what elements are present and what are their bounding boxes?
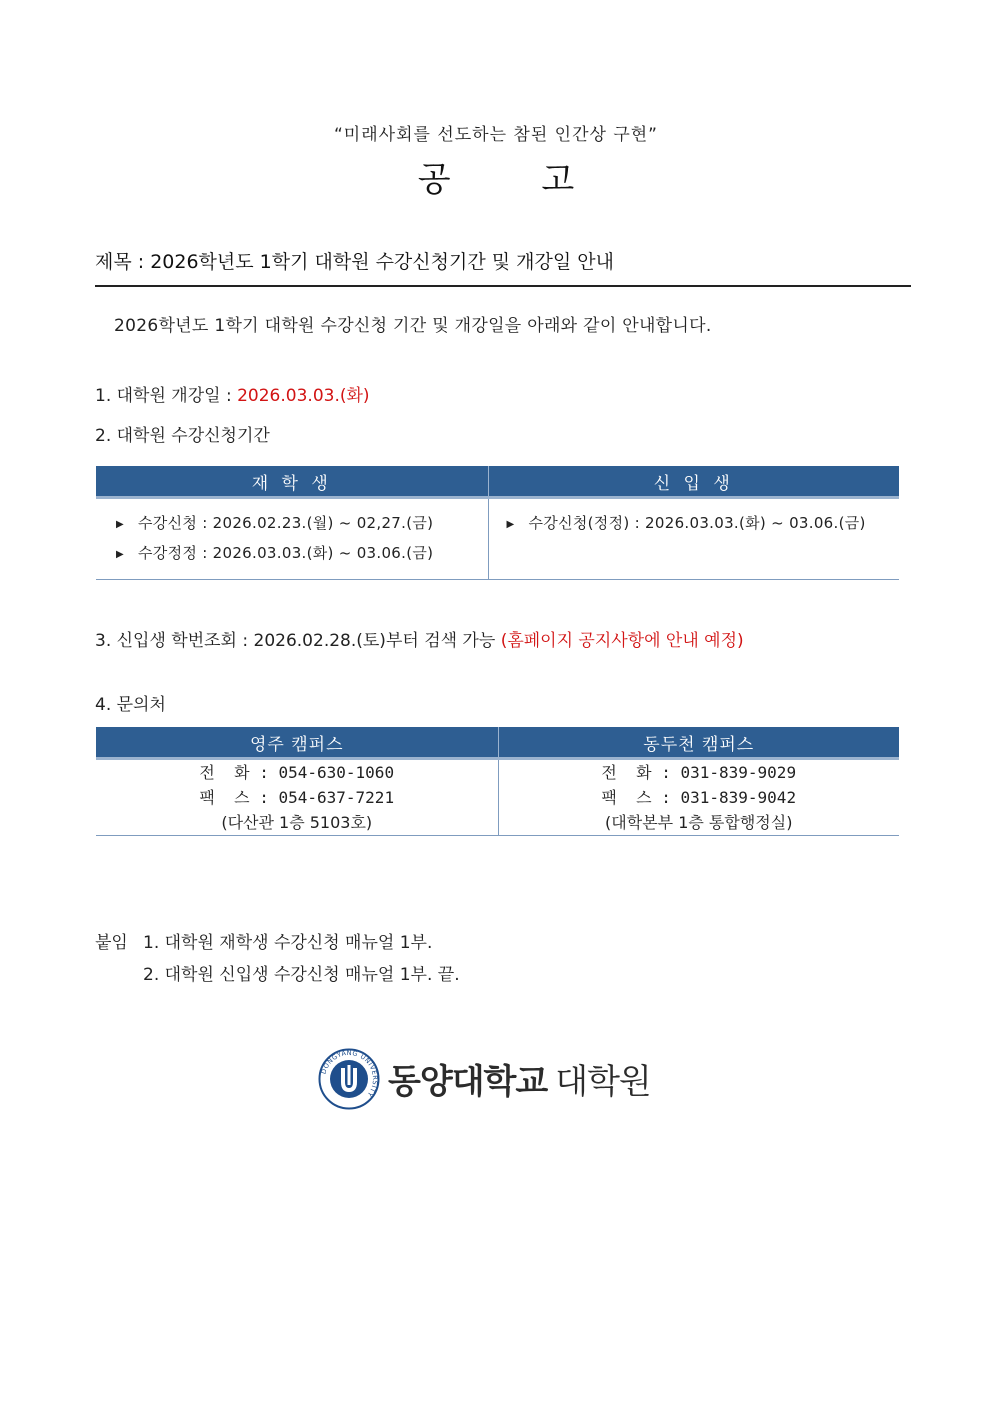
- list-item: ▶ 수강신청 : 2026.02.23.(월) ~ 02,27.(금): [116, 509, 488, 539]
- attachment-item: 1. 대학원 재학생 수강신청 매뉴얼 1부.: [143, 933, 433, 953]
- dongducheon-location: (대학본부 1층 통합행정실): [605, 813, 793, 832]
- item-opening-date-value: 2026.03.03.(화): [237, 386, 370, 406]
- attachment-row: [95, 928, 460, 960]
- contact-header-dongducheon: 동두천 캠퍼스: [498, 727, 899, 759]
- university-logo: [318, 1048, 678, 1110]
- bullet-triangle-icon: ▶: [116, 519, 124, 530]
- schedule-header-new: 신 입 생: [488, 466, 899, 498]
- dongducheon-phone: 전 화 : 031-839-9029: [601, 763, 797, 782]
- yeongju-fax: 팩 스 : 054-637-7221: [199, 788, 395, 807]
- intro-paragraph: 2026학년도 1학기 대학원 수강신청 기간 및 개강일을 아래와 같이 안내합니다.: [114, 316, 712, 336]
- item-student-id-lookup: [95, 626, 744, 651]
- yeongju-location: (다산관 1층 5103호): [221, 813, 373, 832]
- contact-cell-yeongju: [96, 759, 498, 836]
- list-item: ▶ 수강신청(정정) : 2026.03.03.(화) ~ 03.06.(금): [507, 509, 900, 539]
- item-opening-date-label: 1. 대학원 개강일 :: [95, 386, 238, 406]
- university-emblem-icon: [318, 1048, 380, 1110]
- item-student-id-note: (홈페이지 공지사항에 안내 예정): [500, 631, 744, 651]
- contact-header-yeongju: 영주 캠퍼스: [96, 727, 498, 759]
- attachment-prefix: 붙임: [95, 933, 128, 953]
- subject-divider: [95, 285, 911, 287]
- schedule-cell-current: [96, 498, 488, 580]
- list-item: ▶ 수강정정 : 2026.03.03.(화) ~ 03.06.(금): [116, 539, 488, 569]
- bullet-triangle-icon: ▶: [116, 549, 124, 560]
- schedule-cell-new: [488, 498, 899, 580]
- item-opening-date: [95, 381, 370, 406]
- contact-cell-dongducheon: [498, 759, 899, 836]
- contact-table: [96, 727, 899, 836]
- dongducheon-fax: 팩 스 : 031-839-9042: [601, 788, 797, 807]
- motto: “미래사회를 선도하는 참된 인간상 구현”: [334, 125, 658, 145]
- logo-name: 동양대학교: [388, 1062, 548, 1102]
- bullet-triangle-icon: ▶: [506, 519, 515, 530]
- schedule-header-current: 재 학 생: [96, 466, 488, 498]
- yeongju-phone: 전 화 : 054-630-1060: [199, 763, 395, 782]
- attachments: [95, 928, 460, 992]
- logo-wordmark: [388, 1054, 651, 1103]
- attachment-row: [95, 960, 460, 992]
- notice-title: 공 고: [417, 160, 615, 200]
- attachment-item: 2. 대학원 신입생 수강신청 매뉴얼 1부. 끝.: [143, 965, 460, 985]
- subject-line: 제목 : 2026학년도 1학기 대학원 수강신청기간 및 개강일 안내: [95, 251, 614, 273]
- svg-text:DONGYANG UNIVERSITY: DONGYANG UNIVERSITY: [319, 1048, 380, 1099]
- item-registration-period: 2. 대학원 수강신청기간: [95, 426, 270, 446]
- item-student-id-label: 3. 신입생 학번조회 : 2026.02.28.(토)부터 검색 가능: [95, 631, 501, 651]
- logo-suffix: 대학원: [555, 1062, 651, 1102]
- schedule-table: [96, 466, 899, 580]
- item-contact: 4. 문의처: [95, 695, 166, 715]
